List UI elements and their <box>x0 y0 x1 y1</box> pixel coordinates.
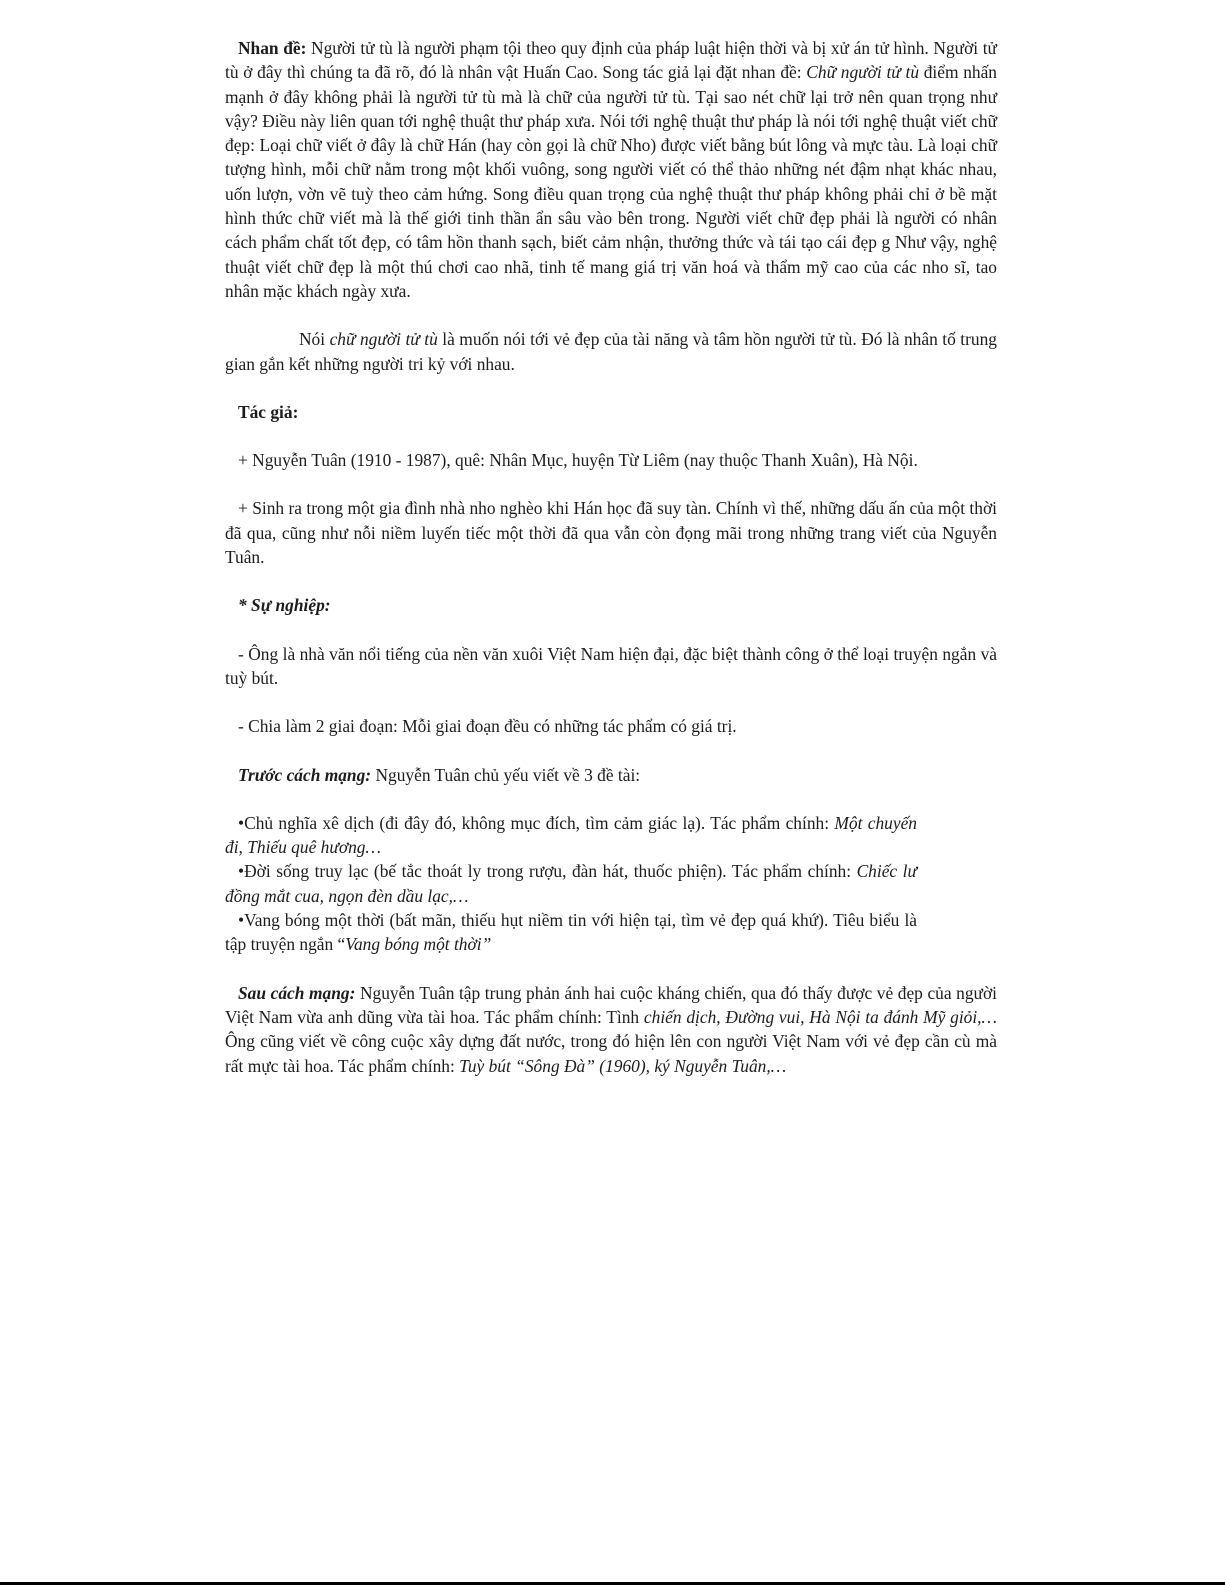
bullet-text: •Vang bóng một thời (bất mãn, thiếu hụt niềm tin với hiện tại, tìm vẻ đẹp quá khứ). Tiêu biểu là tập truyện ngắn “ <box>225 910 917 955</box>
after-revolution-italic-1: chiến dịch, Đường vui, Hà Nội ta đánh Mỹ giỏi,… <box>643 1006 997 1027</box>
bullet-italic: Chiếc lư đồng mắt cua, ngọn đèn dầu lạc,… <box>225 861 917 906</box>
title-label: Nhan đề: <box>238 38 307 58</box>
bullet-italic: Vang bóng một thời” <box>345 934 492 955</box>
bullet-italic: Một chuyến đi, Thiếu quê hương… <box>225 812 918 858</box>
before-revolution-label: Trước cách mạng: <box>238 764 372 785</box>
before-revolution-text: Nguyễn Tuân chủ yếu viết về 3 đề tài: <box>371 764 641 785</box>
meaning-text-1: Nói <box>299 329 330 350</box>
bullet-item <box>225 859 917 908</box>
bullet-text: •Đời sống truy lạc (bế tắc thoát ly trong rượu, đàn hát, thuốc phiện). Tác phẩm chính: <box>238 861 857 882</box>
meaning-paragraph <box>225 327 997 376</box>
after-revolution-italic-2: Tuỳ bút “Sông Đà” (1960), ký Nguyễn Tuân,… <box>459 1055 787 1076</box>
title-italic: Chữ người tử tù <box>806 62 920 83</box>
career-paragraph-2: - Chia làm 2 giai đoạn: Mỗi giai đoạn đều có những tác phẩm có giá trị. <box>238 716 737 737</box>
after-revolution-text-1: Nguyễn Tuân tập trung phản ánh hai cuộc kháng chiến, qua đó thấy được vẻ đẹp của người Việt Nam vừa anh dũng vừa tài hoa. Tác phẩm chính: Tình <box>225 982 997 1027</box>
author-paragraph-2: + Sinh ra trong một gia đình nhà nho nghèo khi Hán học đã suy tàn. Chính vì thế, những dấu ấn của một thời đã qua, cũng như nỗi niềm luyến tiếc một thời đã qua vẫn còn đọng mãi trong những trang viết của Nguyễn Tuân. <box>225 498 997 568</box>
career-heading-text: * Sự nghiệp: <box>238 595 331 616</box>
author-paragraph-1: + Nguyễn Tuân (1910 - 1987), quê: Nhân Mục, huyện Từ Liêm (nay thuộc Thanh Xuân), Hà Nội. <box>238 450 918 471</box>
after-revolution-label: Sau cách mạng: <box>238 982 356 1003</box>
bullet-text: •Chủ nghĩa xê dịch (đi đây đó, không mục đích, tìm cảm giác lạ). Tác phẩm chính: <box>238 812 835 833</box>
title-text-1: Người tử tù là người phạm tội theo quy định của pháp luật hiện thời và bị xử án tử hình. Người tử tù ở đây thì chúng ta đã rõ, đó là nhân vật Huấn Cao. Song tác giả lại đặt nhan đề: <box>225 38 997 83</box>
after-revolution-paragraph <box>225 981 997 1078</box>
author-heading-text: Tác giả: <box>238 401 299 422</box>
title-text-2: điểm nhấn mạnh ở đây không phải là người tử tù mà là chữ của người tử tù. Tại sao nét chữ lại trở nên quan trọng như vậy? Điều này liên quan tới nghệ thuật thư pháp xưa. Nói tới nghệ thuật thư pháp là nói tới nghệ thuật viết chữ đẹp: Loại chữ viết ở đây là chữ Hán (hay còn gọi là chữ Nho) được viết bằng bút lông và mực tàu. Là loại chữ tượng hình, mỗi chữ nằm trong một khối vuông, song người viết có thể thảo những nét đậm nhạt khác nhau, uốn lượn, vờn vẽ tuỳ theo cảm hứng. Song điều quan trọng của nghệ thuật thư pháp không phải chỉ ở bề mặt hình thức chữ viết mà là thế giới tinh thần ẩn sâu vào bên trong. Người viết chữ đẹp phải là người có nhân cách phẩm chất tốt đẹp, có tâm hồn thanh sạch, biết cảm nhận, thưởng thức và tái tạo cái đẹp g Như vậy, nghệ thuật viết chữ đẹp là một thú chơi cao nhã, tinh tế mang giá trị văn hoá và thẩm mỹ cao của các nho sĩ, tao nhân mặc khách ngày xưa. <box>225 62 998 301</box>
meaning-italic: chữ người tử tù <box>329 329 438 350</box>
after-revolution-text-2: Ông cũng viết về công cuộc xây dựng đất nước, trong đó hiện lên con người Việt Nam với vẻ đẹp cần cù mà rất mực tài hoa. Tác phẩm chính: <box>225 1031 997 1076</box>
document-page <box>225 36 997 1078</box>
before-revolution-paragraph <box>225 763 997 787</box>
bullet-item <box>225 811 917 860</box>
bullet-item <box>225 908 917 957</box>
career-heading <box>238 593 997 617</box>
title-paragraph <box>225 36 997 303</box>
author-heading <box>238 400 997 424</box>
career-paragraph-1: - Ông là nhà văn nổi tiếng của nền văn xuôi Việt Nam hiện đại, đặc biệt thành công ở thể loại truyện ngắn và tuỳ bút. <box>225 643 997 688</box>
meaning-text-2: là muốn nói tới vẻ đẹp của tài năng và tâm hồn người tử tù. Đó là nhân tố trung gian gắn kết những người tri kỷ với nhau. <box>225 329 997 374</box>
